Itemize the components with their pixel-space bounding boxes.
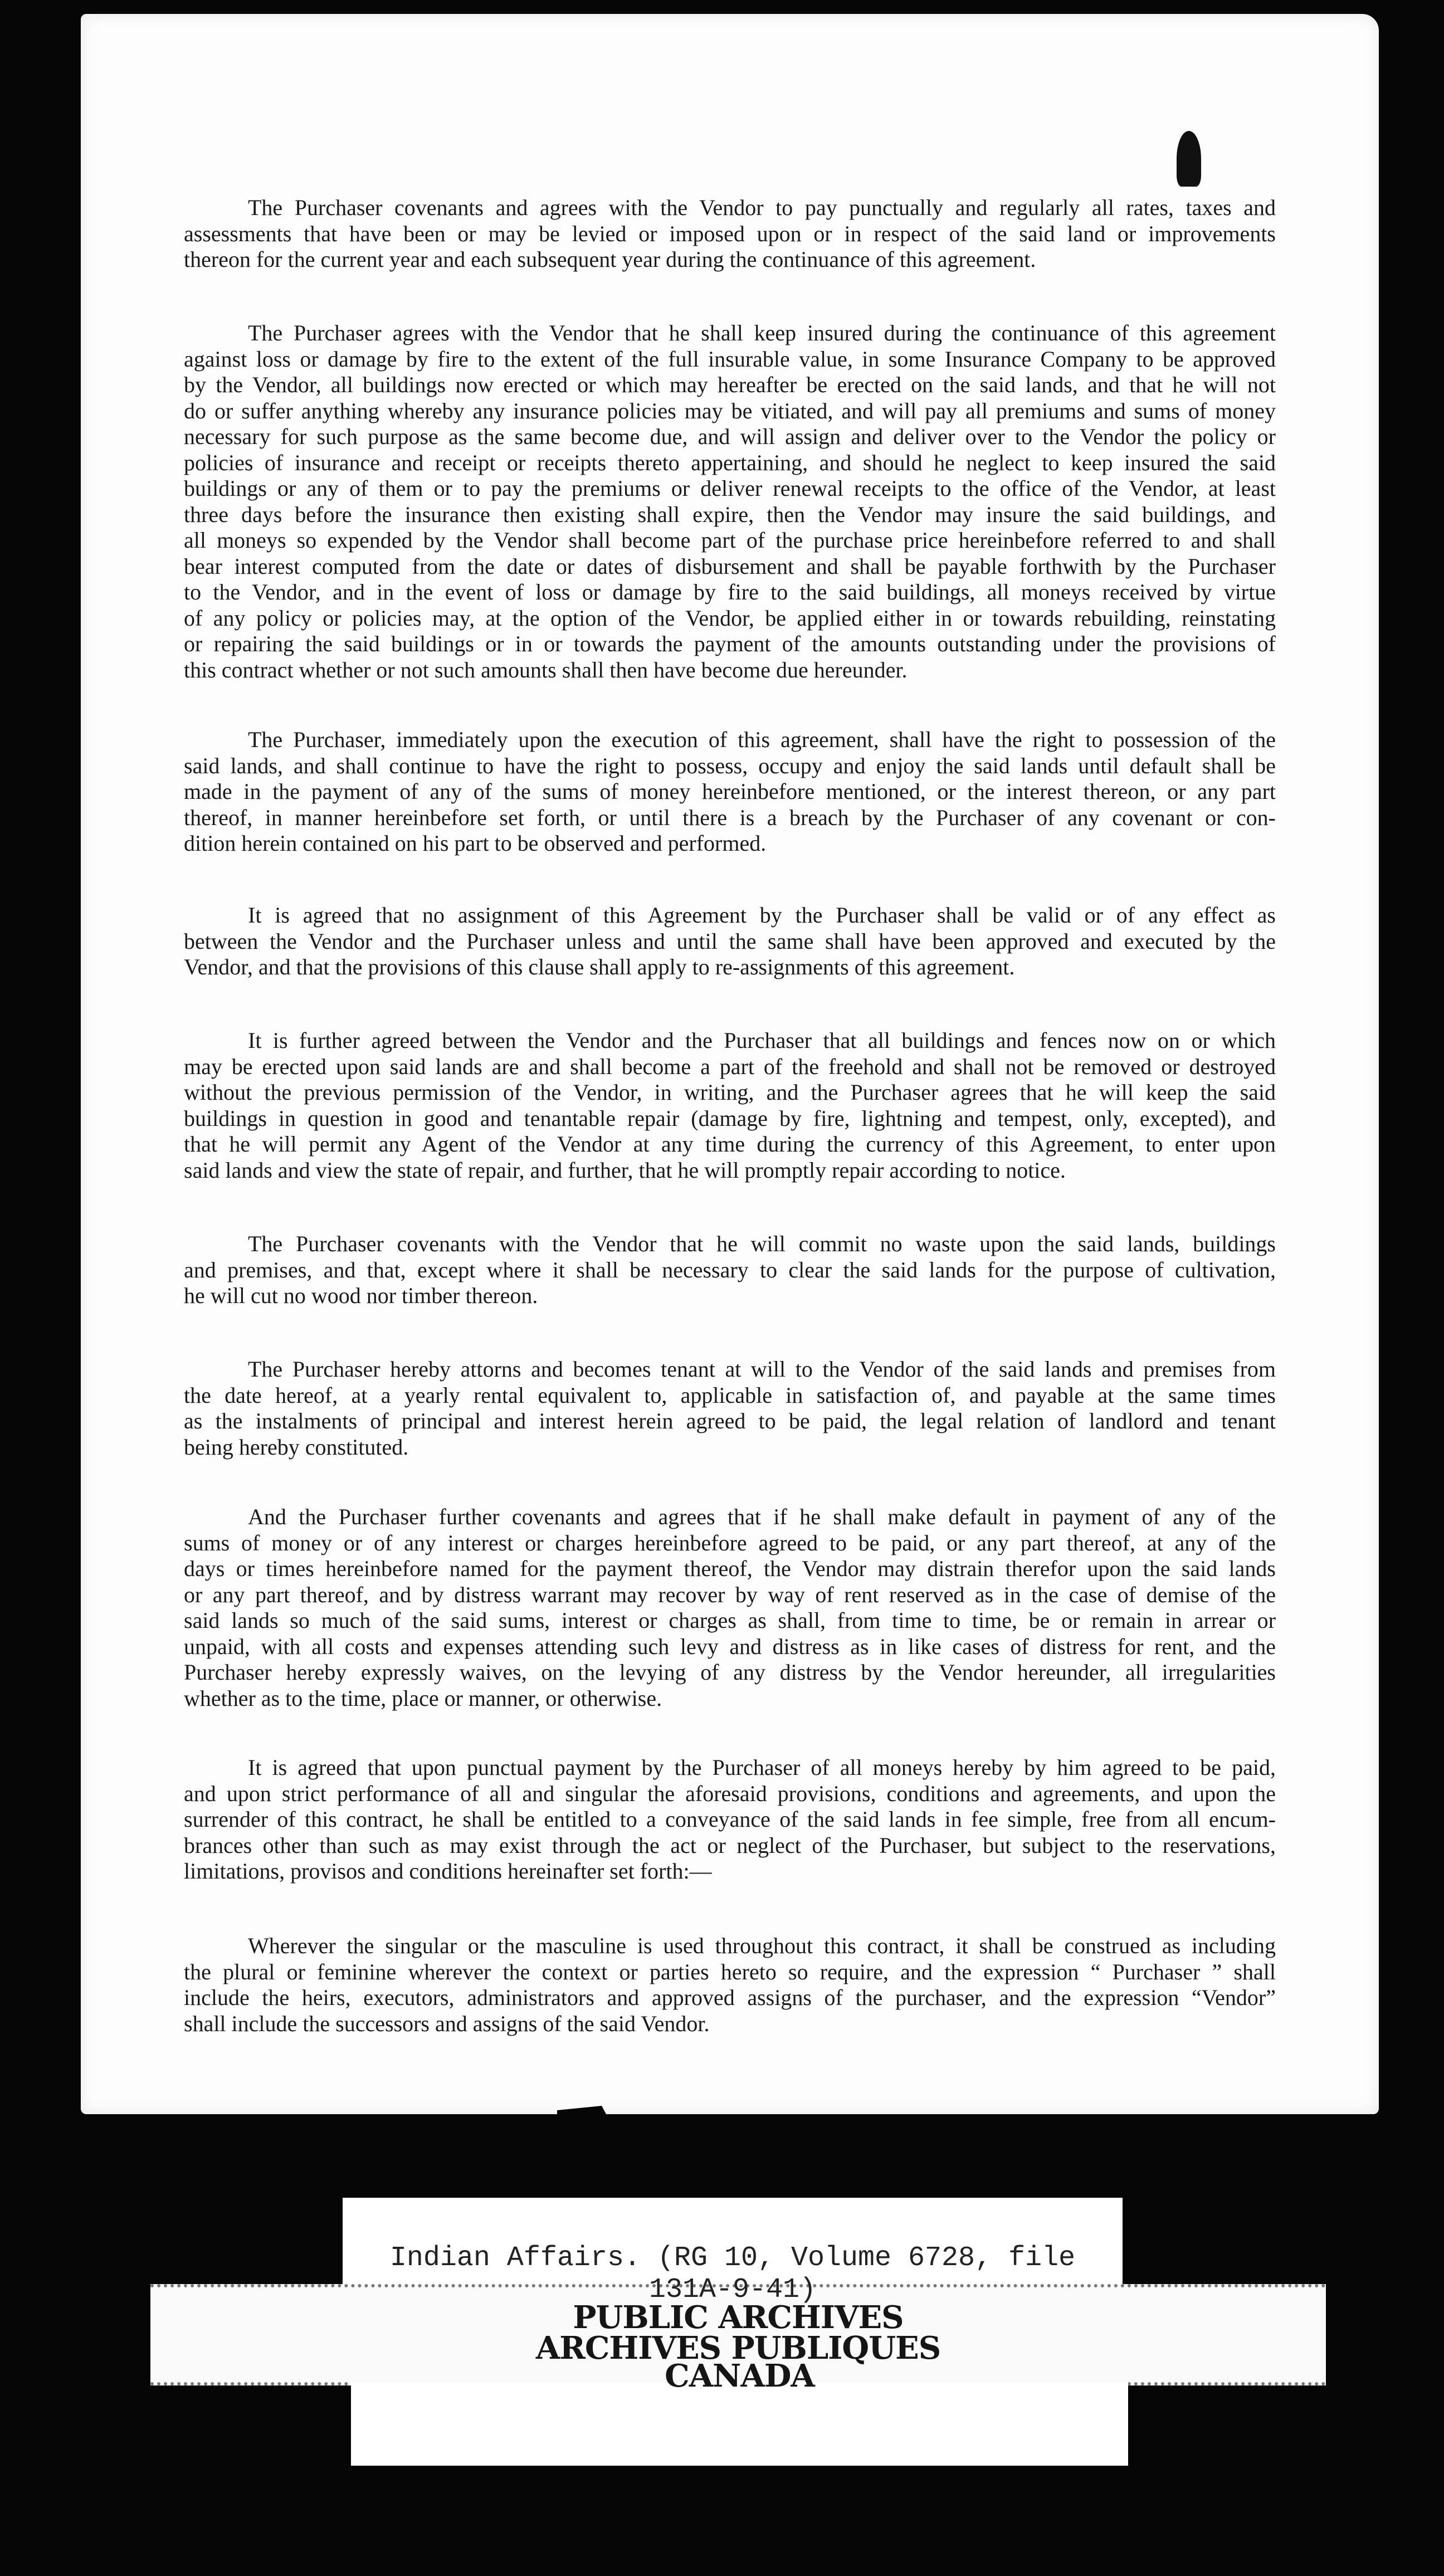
text-line: bear interest computed from the date or dates of disbursement and shall be payable forthwith by the Purchaser — [184, 553, 1276, 579]
text-line: against loss or damage by fire to the extent of the full insurable value, in some Insurance Company to be approved — [184, 346, 1276, 372]
text-line: this contract whether or not such amounts shall then have become due hereunder. — [184, 657, 908, 682]
text-line: and upon strict performance of all and singular the aforesaid provisions, conditions and agreements, and upon the — [184, 1780, 1276, 1806]
text-line: the plural or feminine wherever the context or parties hereto so require, and the expression “ Purchaser ” shall — [184, 1959, 1276, 1984]
text-line: thereon for the current year and each subsequent year during the continuance of this agreement. — [184, 247, 1036, 272]
text-line: The Purchaser, immediately upon the execution of this agreement, shall have the right to possession of the — [248, 727, 1276, 752]
paragraph — [184, 195, 1276, 273]
text-line: The Purchaser covenants and agrees with the Vendor to pay punctually and regularly all rates, taxes and — [248, 195, 1276, 220]
paragraph — [184, 1933, 1276, 2037]
text-line: limitations, provisos and conditions hereinafter set forth:— — [184, 1858, 712, 1884]
text-line: or repairing the said buildings or in or towards the payment of the amounts outstanding under the provisions of — [184, 631, 1276, 656]
text-line: policies of insurance and receipt or receipts thereto appertaining, and should he neglect to keep insured the said — [184, 450, 1276, 475]
text-line: made in the payment of any of the sums of money hereinbefore mentioned, or the interest thereon, or any part — [184, 779, 1276, 804]
archive-reference-label — [343, 2198, 1123, 2306]
text-line: do or suffer anything whereby any insurance policies may be vitiated, and will pay all premiums and sums of money — [184, 398, 1276, 423]
paragraph — [184, 727, 1276, 857]
text-line: brances other than such as may exist through the act or neglect of the Purchaser, but subject to the reservations, — [184, 1832, 1276, 1858]
text-line: Purchaser hereby expressly waives, on the levying of any distress by the Vendor hereunder, all irregularities — [184, 1660, 1276, 1685]
text-line: buildings in question in good and tenantable repair (damage by fire, lightning and tempest, only, excepted), and — [184, 1105, 1276, 1131]
text-line: may be erected upon said lands are and shall become a part of the freehold and shall not be removed or destroyed — [184, 1053, 1276, 1079]
text-line: he will cut no wood nor timber thereon. — [184, 1283, 538, 1308]
text-line: said lands and view the state of repair, and further, that he will promptly repair according to notice. — [184, 1157, 1066, 1183]
text-line: And the Purchaser further covenants and agrees that if he shall make default in payment of any of the — [248, 1504, 1276, 1529]
text-line: and premises, and that, except where it shall be necessary to clear the said lands for the purpose of cultivation, — [184, 1257, 1276, 1282]
text-line: of any policy or policies may, at the option of the Vendor, be applied either in or towards rebuilding, reinstating — [184, 605, 1276, 631]
text-line: three days before the insurance then existing shall expire, then the Vendor may insure the said buildings, and — [184, 501, 1276, 527]
text-line: thereof, in manner hereinbefore set forth, or until there is a breach by the Purchaser of any covenant or con- — [184, 804, 1276, 830]
archive-reference: Indian Affairs. (RG 10, Volume 6728, file 131A-9-41) — [389, 2242, 1076, 2306]
paragraph — [184, 1231, 1276, 1309]
ink-blot — [1177, 131, 1201, 187]
stamp-line-2: ARCHIVES PUBLIQUES — [535, 2330, 941, 2367]
text-line: days or times hereinbefore named for the payment thereof, the Vendor may distrain therefor upon the said lands — [184, 1556, 1276, 1581]
text-line: The Purchaser covenants with the Vendor that he will commit no waste upon the said lands, buildings — [248, 1231, 1276, 1256]
text-line: The Purchaser hereby attorns and becomes tenant at will to the Vendor of the said lands and premises from — [248, 1357, 1276, 1382]
text-line: Wherever the singular or the masculine is used throughout this contract, it shall be construed as including — [248, 1933, 1276, 1958]
text-line: that he will permit any Agent of the Vendor at any time during the currency of this Agreement, to enter upon — [184, 1131, 1276, 1157]
text-line: as the instalments of principal and interest herein agreed to be paid, the legal relation of landlord and tenant — [184, 1408, 1276, 1433]
text-line: without the previous permission of the Vendor, in writing, and the Purchaser agrees that he will keep the said — [184, 1080, 1276, 1105]
text-line: sums of money or of any interest or charges hereinbefore agreed to be paid, or any part thereof, at any of the — [184, 1530, 1276, 1555]
text-line: surrender of this contract, he shall be entitled to a conveyance of the said lands in fee simple, free from all encum- — [184, 1807, 1276, 1832]
paragraph — [184, 1504, 1276, 1711]
text-line: The Purchaser agrees with the Vendor that he shall keep insured during the continuance of this agreement — [248, 320, 1276, 345]
text-line: by the Vendor, all buildings now erected or which may hereafter be erected on the said lands, and that he will not — [184, 372, 1276, 397]
paragraph — [184, 320, 1276, 683]
paragraph — [184, 1028, 1276, 1183]
stamp-line-3: CANADA — [665, 2358, 814, 2394]
text-line: all moneys so expended by the Vendor shall become part of the purchase price hereinbefore referred to and shall — [184, 528, 1276, 553]
text-line: to the Vendor, and in the event of loss or damage by fire to the said buildings, all moneys received by virtue — [184, 579, 1276, 604]
stamp-line-1: PUBLIC ARCHIVES — [573, 2299, 904, 2336]
paragraph — [184, 1755, 1276, 1885]
text-line: buildings or any of them or to pay the premiums or deliver renewal receipts to the office of the Vendor, at least — [184, 476, 1276, 501]
paragraph — [184, 902, 1276, 980]
text-line: dition herein contained on his part to be observed and performed. — [184, 831, 767, 856]
text-line: being hereby constituted. — [184, 1434, 409, 1460]
text-line: It is agreed that no assignment of this Agreement by the Purchaser shall be valid or of any effect as — [248, 902, 1276, 928]
text-line: shall include the successors and assigns of the said Vendor. — [184, 2011, 710, 2036]
text-line: include the heirs, executors, administrators and approved assigns of the purchaser, and the expression “Vendor” — [184, 1985, 1276, 2010]
text-line: Vendor, and that the provisions of this clause shall apply to re-assignments of this agreement. — [184, 954, 1015, 979]
text-line: said lands, and shall continue to have the right to possess, occupy and enjoy the said lands until default shall be — [184, 753, 1276, 778]
text-line: said lands so much of the said sums, interest or charges as shall, from time to time, be or remain in arrear or — [184, 1608, 1276, 1633]
text-line: or any part thereof, and by distress warrant may recover by way of rent reserved as in the case of demise of the — [184, 1582, 1276, 1607]
text-line: unpaid, with all costs and expenses attending such levy and distress as in like cases of distress for rent, and the — [184, 1633, 1276, 1659]
text-line: the date hereof, at a yearly rental equivalent to, applicable in satisfaction of, and payable at the same times — [184, 1382, 1276, 1408]
paragraph — [184, 1357, 1276, 1460]
text-line: whether as to the time, place or manner, or otherwise. — [184, 1685, 662, 1711]
text-line: between the Vendor and the Purchaser unless and until the same shall have been approved and executed by the — [184, 928, 1276, 954]
text-line: necessary for such purpose as the same become due, and will assign and deliver over to the Vendor the policy or — [184, 424, 1276, 449]
archive-stamp-lower — [351, 2358, 1128, 2466]
text-line: assessments that have been or may be levied or imposed upon or in respect of the said land or improvements — [184, 221, 1276, 246]
text-line: It is further agreed between the Vendor and the Purchaser that all buildings and fences now on or which — [248, 1028, 1276, 1053]
text-line: It is agreed that upon punctual payment by the Purchaser of all moneys hereby by him agreed to be paid, — [248, 1755, 1276, 1780]
